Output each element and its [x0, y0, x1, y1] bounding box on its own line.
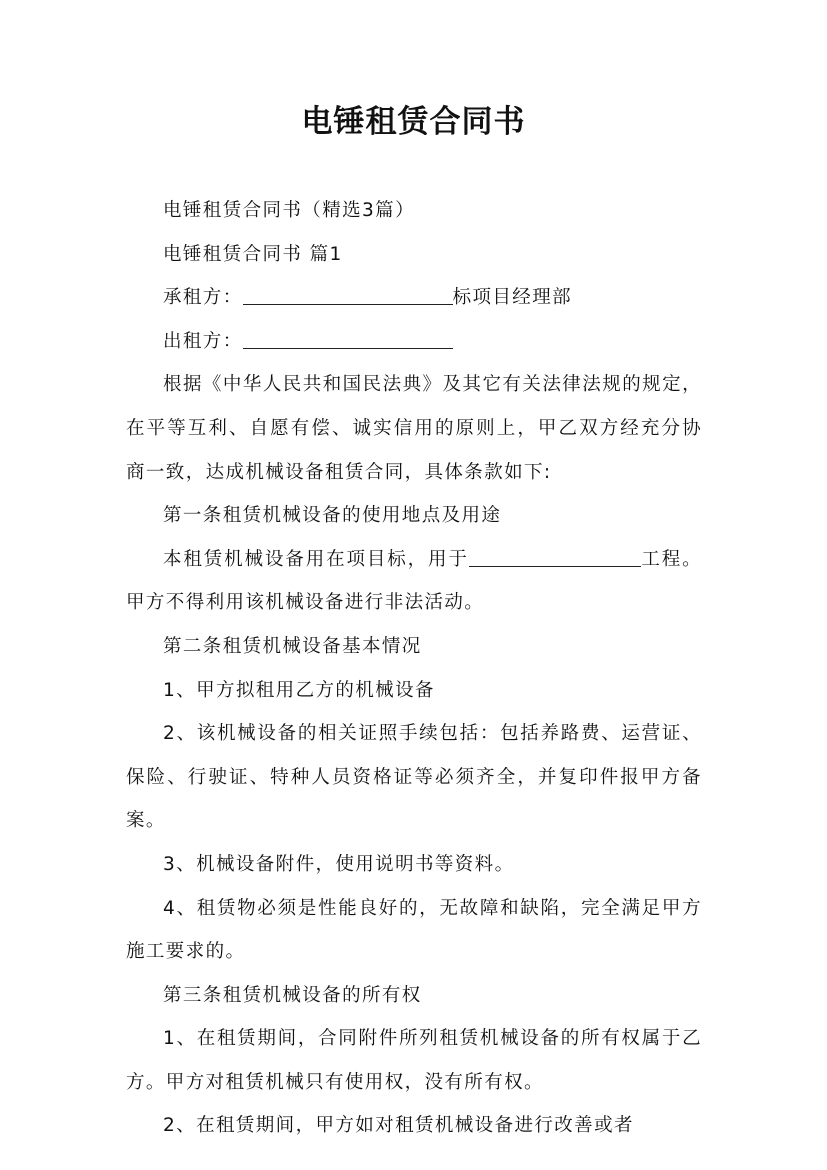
paragraph-lessee — [126, 276, 702, 320]
lessee-blank-line — [243, 286, 453, 306]
document-title: 电锤租赁合同书 — [301, 104, 526, 140]
lessor-blank-line — [243, 329, 453, 349]
paragraph-subtitle: 电锤租赁合同书（精选3篇） — [163, 200, 415, 221]
paragraph-ownership-1: 1、在租赁期间，合同附件所列租赁机械设备的所有权属于乙方。甲方对租赁机械只有使用权，没有所有权。 — [126, 1028, 702, 1093]
document-body — [126, 189, 702, 1148]
usage-blank-line — [469, 547, 641, 567]
paragraph-article-3: 第三条租赁机械设备的所有权 — [163, 984, 422, 1006]
paragraph-preamble: 根据《中华人民共和国民法典》及其它有关法律法规的规定，在平等互利、自愿有偿、诚实信用的原则上，甲乙双方经充分协商一致，达成机械设备租赁合同，具体条款如下: — [126, 374, 702, 483]
paragraph-item-3: 3、机械设备附件，使用说明书等资料。 — [163, 853, 515, 875]
paragraph-item-1: 1、甲方拟租用乙方的机械设备 — [163, 679, 435, 701]
paragraph-item-2: 2、该机械设备的相关证照手续包括：包括养路费、运营证、保险、行驶证、特种人员资格证等必须齐全，并复印件报甲方备案。 — [126, 723, 702, 832]
paragraph-lessor — [126, 320, 702, 364]
usage-text-before: 本租赁机械设备用在项目标，用于 — [163, 548, 469, 570]
lessor-label: 出租方： — [163, 330, 243, 352]
lessee-label: 承租方： — [163, 287, 243, 309]
usage-text-after: 工程。甲方不得利用该机械设备进行非法活动。 — [126, 548, 702, 614]
paragraph-ownership-2: 2、在租赁期间，甲方如对租赁机械设备进行改善或者 — [163, 1115, 634, 1137]
paragraph-usage — [126, 538, 702, 625]
paragraph-article-1: 第一条租赁机械设备的使用地点及用途 — [163, 505, 502, 527]
paragraph-item-4: 4、租赁物必须是性能良好的，无故障和缺陷，完全满足甲方施工要求的。 — [126, 897, 702, 963]
lessee-suffix: 标项目经理部 — [452, 287, 573, 309]
paragraph-article-2: 第二条租赁机械设备基本情况 — [163, 635, 422, 657]
paragraph-section-heading: 电锤租赁合同书 篇1 — [163, 243, 343, 265]
